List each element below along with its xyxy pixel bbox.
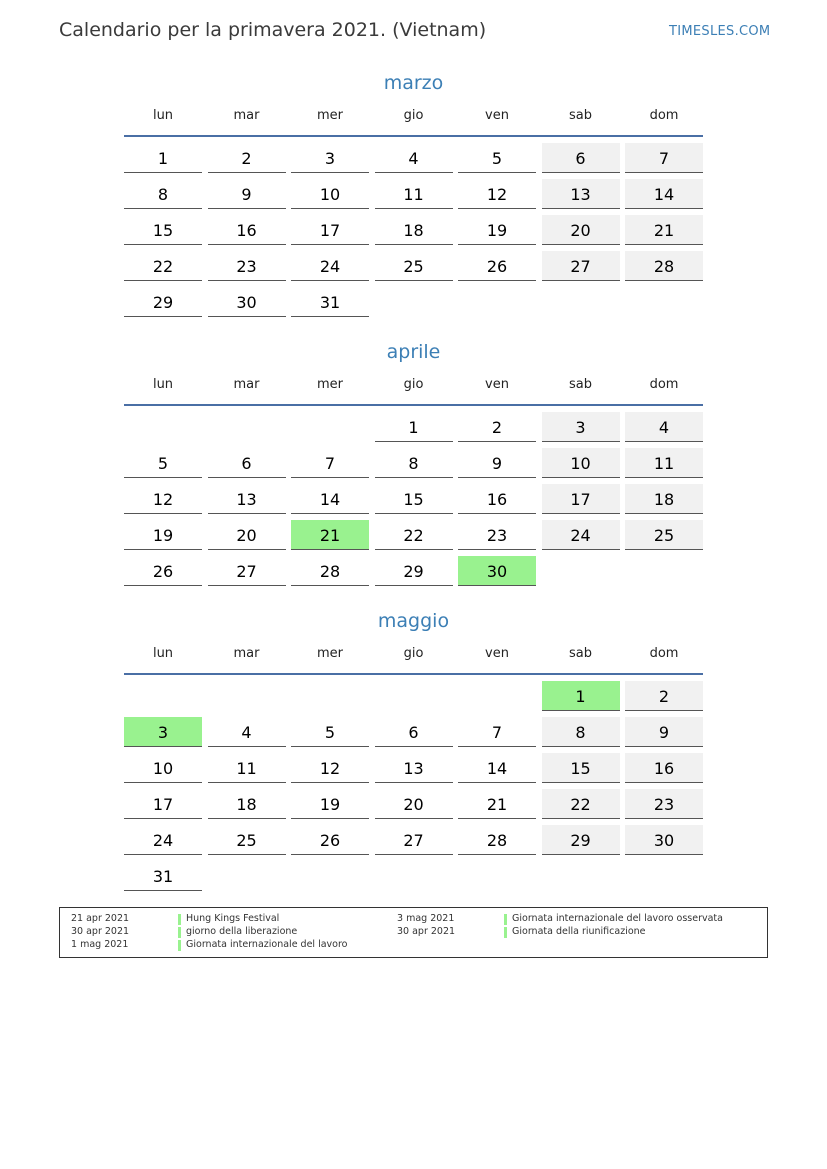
day-cell: 2 bbox=[458, 412, 536, 442]
day-cell: 7 bbox=[458, 717, 536, 747]
day-cell: 4 bbox=[208, 717, 286, 747]
day-cell: 29 bbox=[375, 556, 453, 586]
day-cell: 5 bbox=[291, 717, 369, 747]
day-cell: 15 bbox=[542, 753, 620, 783]
holiday-marker bbox=[504, 914, 507, 925]
day-cell-holiday: 21 bbox=[291, 520, 369, 550]
weekday-label: dom bbox=[649, 377, 679, 392]
day-cell: 3 bbox=[291, 143, 369, 173]
day-cell: 13 bbox=[542, 179, 620, 209]
day-cell: 25 bbox=[208, 825, 286, 855]
legend-entry bbox=[397, 913, 723, 926]
day-cell: 2 bbox=[208, 143, 286, 173]
day-cell: 12 bbox=[124, 484, 202, 514]
legend-holiday-name: Giornata internazionale del lavoro bbox=[186, 939, 348, 950]
month-aprile bbox=[124, 341, 703, 641]
day-cell: 20 bbox=[208, 520, 286, 550]
day-cell: 2 bbox=[625, 681, 703, 711]
holiday-legend bbox=[59, 907, 768, 958]
holiday-marker bbox=[178, 914, 181, 925]
day-cell: 9 bbox=[458, 448, 536, 478]
day-cell: 13 bbox=[375, 753, 453, 783]
day-cell-holiday: 30 bbox=[458, 556, 536, 586]
day-cell: 21 bbox=[625, 215, 703, 245]
day-cell: 7 bbox=[291, 448, 369, 478]
day-cell: 28 bbox=[291, 556, 369, 586]
day-cell: 27 bbox=[542, 251, 620, 281]
weekday-label: lun bbox=[152, 377, 174, 392]
day-cell: 28 bbox=[625, 251, 703, 281]
day-cell: 20 bbox=[375, 789, 453, 819]
day-cell: 24 bbox=[124, 825, 202, 855]
weekday-label: mar bbox=[233, 377, 260, 392]
weekday-label: mer bbox=[316, 646, 343, 661]
day-cell: 8 bbox=[542, 717, 620, 747]
weekday-label: lun bbox=[152, 646, 174, 661]
day-cell: 23 bbox=[208, 251, 286, 281]
day-cell: 6 bbox=[208, 448, 286, 478]
day-cell: 8 bbox=[375, 448, 453, 478]
weekday-header bbox=[124, 646, 703, 666]
day-cell: 14 bbox=[458, 753, 536, 783]
month-title: aprile bbox=[386, 341, 441, 363]
weekday-label: mar bbox=[233, 108, 260, 123]
day-cell: 8 bbox=[124, 179, 202, 209]
weekday-label: sab bbox=[569, 377, 592, 392]
day-cell: 10 bbox=[542, 448, 620, 478]
weekday-label: gio bbox=[403, 108, 424, 123]
legend-holiday-name: giorno della liberazione bbox=[186, 926, 298, 937]
day-cell: 22 bbox=[124, 251, 202, 281]
weekday-label: sab bbox=[569, 108, 592, 123]
page-title: Calendario per la primavera 2021. (Vietnam) bbox=[59, 19, 487, 41]
day-cell: 25 bbox=[375, 251, 453, 281]
day-cell: 15 bbox=[375, 484, 453, 514]
day-cell: 13 bbox=[208, 484, 286, 514]
day-cell: 1 bbox=[124, 143, 202, 173]
weekday-label: mar bbox=[233, 646, 260, 661]
day-cell: 19 bbox=[458, 215, 536, 245]
day-cell: 10 bbox=[291, 179, 369, 209]
legend-date: 21 apr 2021 bbox=[71, 913, 130, 924]
day-cell: 4 bbox=[375, 143, 453, 173]
day-cell: 18 bbox=[208, 789, 286, 819]
month-marzo bbox=[124, 72, 703, 372]
day-cell: 31 bbox=[291, 287, 369, 317]
day-cell: 4 bbox=[625, 412, 703, 442]
weekday-label: lun bbox=[152, 108, 174, 123]
day-cell: 30 bbox=[625, 825, 703, 855]
day-cell: 11 bbox=[375, 179, 453, 209]
weekday-label: dom bbox=[649, 646, 679, 661]
day-cell: 26 bbox=[124, 556, 202, 586]
day-cell: 29 bbox=[542, 825, 620, 855]
day-cell: 17 bbox=[542, 484, 620, 514]
month-title: marzo bbox=[383, 72, 444, 94]
day-cell: 5 bbox=[458, 143, 536, 173]
holiday-marker bbox=[178, 940, 181, 951]
day-cell: 14 bbox=[625, 179, 703, 209]
day-cell: 16 bbox=[625, 753, 703, 783]
weekday-label: gio bbox=[403, 646, 424, 661]
weekday-label: mer bbox=[316, 377, 343, 392]
day-cell: 9 bbox=[208, 179, 286, 209]
header-rule bbox=[124, 673, 703, 675]
weekday-label: ven bbox=[485, 646, 509, 661]
day-cell: 26 bbox=[291, 825, 369, 855]
day-cell-holiday: 1 bbox=[542, 681, 620, 711]
day-cell: 19 bbox=[291, 789, 369, 819]
day-cell: 24 bbox=[291, 251, 369, 281]
day-cell: 12 bbox=[291, 753, 369, 783]
day-cell: 14 bbox=[291, 484, 369, 514]
legend-entry bbox=[397, 926, 717, 939]
weekday-label: dom bbox=[649, 108, 679, 123]
legend-date: 3 mag 2021 bbox=[397, 913, 455, 924]
day-cell: 10 bbox=[124, 753, 202, 783]
day-cell: 23 bbox=[458, 520, 536, 550]
legend-entry bbox=[71, 913, 391, 926]
day-cell: 17 bbox=[291, 215, 369, 245]
weekday-header bbox=[124, 108, 703, 128]
holiday-marker bbox=[504, 927, 507, 938]
day-cell: 5 bbox=[124, 448, 202, 478]
day-cell: 27 bbox=[375, 825, 453, 855]
day-cell: 24 bbox=[542, 520, 620, 550]
day-cell: 6 bbox=[542, 143, 620, 173]
brand-link[interactable]: TIMESLES.COM bbox=[669, 24, 771, 39]
day-cell: 16 bbox=[458, 484, 536, 514]
day-cell: 22 bbox=[375, 520, 453, 550]
legend-holiday-name: Giornata della riunificazione bbox=[512, 926, 646, 937]
day-cell: 1 bbox=[375, 412, 453, 442]
legend-date: 30 apr 2021 bbox=[397, 926, 456, 937]
day-cell: 3 bbox=[542, 412, 620, 442]
day-cell: 28 bbox=[458, 825, 536, 855]
day-cell: 20 bbox=[542, 215, 620, 245]
day-cell: 16 bbox=[208, 215, 286, 245]
day-cell: 15 bbox=[124, 215, 202, 245]
weekday-label: ven bbox=[485, 377, 509, 392]
day-cell: 19 bbox=[124, 520, 202, 550]
day-cell: 18 bbox=[375, 215, 453, 245]
day-cell-holiday: 3 bbox=[124, 717, 202, 747]
legend-date: 30 apr 2021 bbox=[71, 926, 130, 937]
day-cell: 26 bbox=[458, 251, 536, 281]
month-maggio bbox=[124, 610, 703, 910]
day-cell: 6 bbox=[375, 717, 453, 747]
legend-entry bbox=[71, 939, 391, 952]
day-cell: 31 bbox=[124, 861, 202, 891]
holiday-marker bbox=[178, 927, 181, 938]
day-cell: 25 bbox=[625, 520, 703, 550]
day-cell: 12 bbox=[458, 179, 536, 209]
day-cell: 7 bbox=[625, 143, 703, 173]
legend-entry bbox=[71, 926, 391, 939]
legend-date: 1 mag 2021 bbox=[71, 939, 129, 950]
weekday-header bbox=[124, 377, 703, 397]
weekday-label: gio bbox=[403, 377, 424, 392]
weekday-label: mer bbox=[316, 108, 343, 123]
header-rule bbox=[124, 404, 703, 406]
legend-holiday-name: Hung Kings Festival bbox=[186, 913, 280, 924]
month-title: maggio bbox=[377, 610, 450, 632]
legend-holiday-name: Giornata internazionale del lavoro osservata bbox=[512, 913, 723, 924]
day-cell: 23 bbox=[625, 789, 703, 819]
weekday-label: ven bbox=[485, 108, 509, 123]
day-cell: 11 bbox=[625, 448, 703, 478]
header-rule bbox=[124, 135, 703, 137]
day-cell: 30 bbox=[208, 287, 286, 317]
day-cell: 21 bbox=[458, 789, 536, 819]
day-cell: 11 bbox=[208, 753, 286, 783]
day-cell: 18 bbox=[625, 484, 703, 514]
day-cell: 27 bbox=[208, 556, 286, 586]
weekday-label: sab bbox=[569, 646, 592, 661]
day-cell: 29 bbox=[124, 287, 202, 317]
day-cell: 17 bbox=[124, 789, 202, 819]
day-cell: 22 bbox=[542, 789, 620, 819]
day-cell: 9 bbox=[625, 717, 703, 747]
